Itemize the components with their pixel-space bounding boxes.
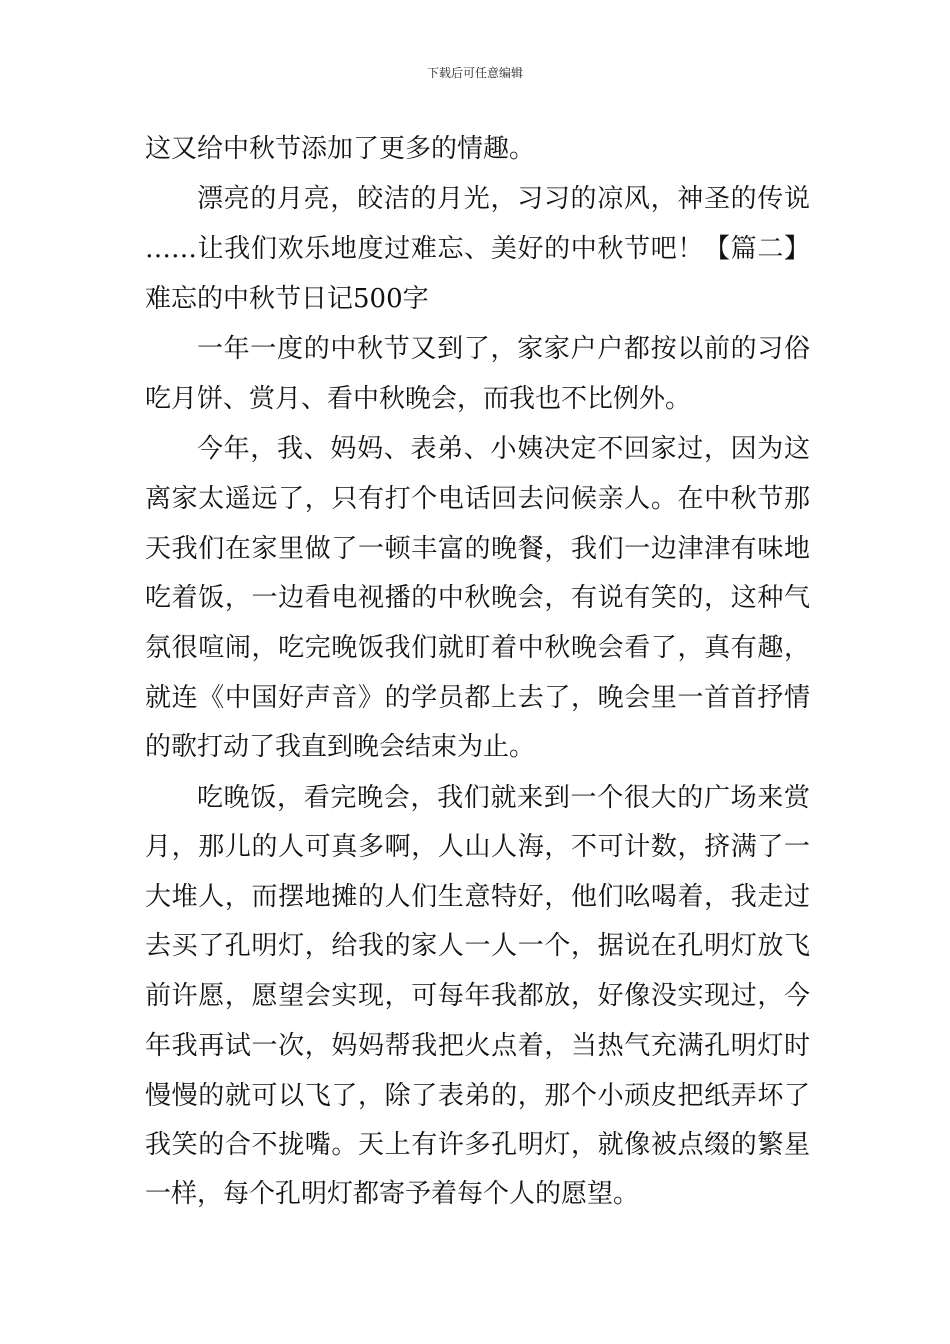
text-line: 前许愿，愿望会实现，可每年我都放，好像没实现过，今 [145,981,810,1011]
text-line: 氛很喧闹，吃完晚饭我们就盯着中秋晚会看了，真有趣， [145,633,810,663]
text-line: 漂亮的月亮，皎洁的月光，习习的凉风，神圣的传说 [197,184,810,214]
header-note: 下载后可任意编辑 [426,66,523,80]
text-line: 大堆人，而摆地摊的人们生意特好，他们吆喝着，我走过 [145,882,810,912]
text-line: 吃月饼、赏月、看中秋晚会，而我也不比例外。 [145,384,692,414]
text-line: 天我们在家里做了一顿丰富的晚餐，我们一边津津有味地 [145,534,810,564]
text-line: 难忘的中秋节日记500字 [145,284,429,314]
text-line: 我笑的合不拢嘴。天上有许多孔明灯，就像被点缀的繁星 [145,1130,810,1160]
text-line: 吃着饭，一边看电视播的中秋晚会，有说有笑的，这种气 [145,583,810,613]
text-line: 月，那儿的人可真多啊，人山人海，不可计数，挤满了一 [145,832,810,862]
text-line: 就连《中国好声音》的学员都上去了，晚会里一首首抒情 [145,683,810,713]
text-line: 一年一度的中秋节又到了，家家户户都按以前的习俗 [197,334,810,364]
text-line: 慢慢的就可以飞了，除了表弟的，那个小顽皮把纸弄坏了 [145,1081,810,1111]
text-line: 这又给中秋节添加了更多的情趣。 [145,134,536,164]
text-line: 去买了孔明灯，给我的家人一人一个，据说在孔明灯放飞 [145,931,810,961]
text-line: ……让我们欢乐地度过难忘、美好的中秋节吧！【篇二】 [145,234,810,264]
text-line: 一样，每个孔明灯都寄予着每个人的愿望。 [145,1179,640,1209]
text-line: 今年，我、妈妈、表弟、小姨决定不回家过，因为这 [197,434,810,464]
text-line: 年我再试一次，妈妈帮我把火点着，当热气充满孔明灯时 [145,1031,810,1061]
text-line: 吃晚饭，看完晚会，我们就来到一个很大的广场来赏 [197,783,810,813]
text-line: 离家太遥远了，只有打个电话回去问候亲人。在中秋节那 [145,484,810,514]
text-line: 的歌打动了我直到晚会结束为止。 [145,732,536,762]
